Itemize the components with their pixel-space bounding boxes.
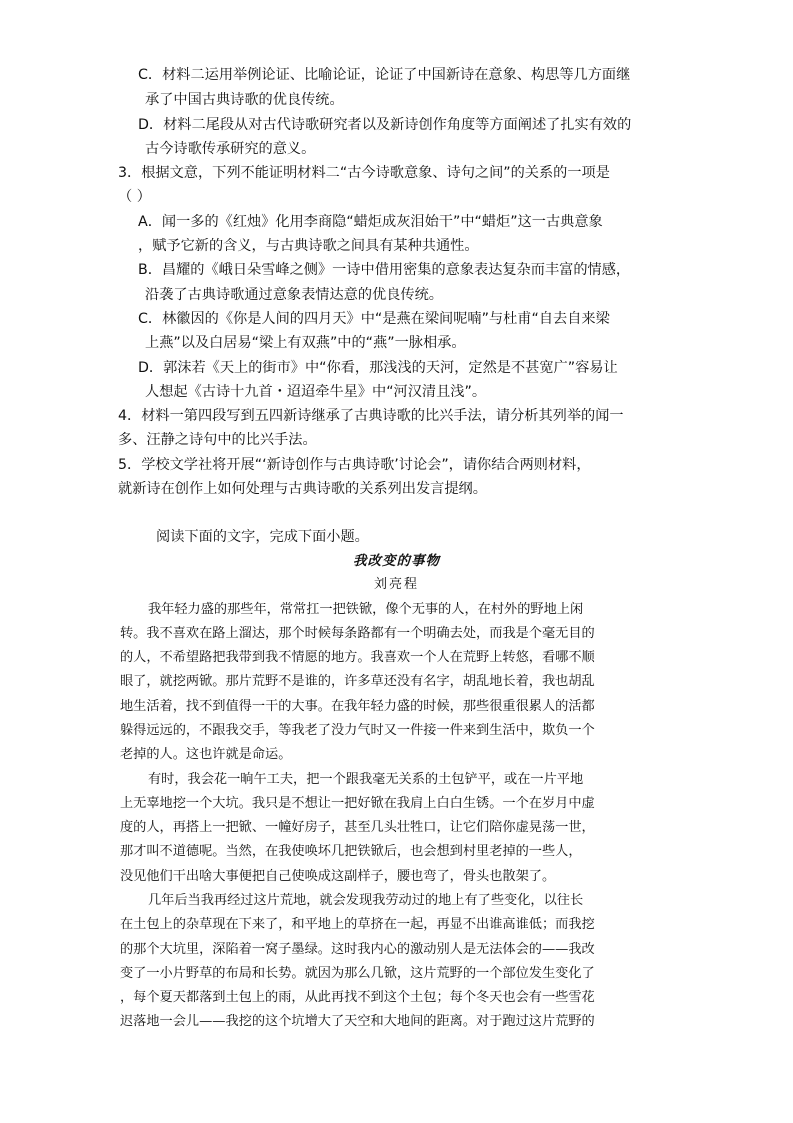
essay-line: 那才叫不道德呢。当然，在我使唤坏几把铁锨后，也会想到村里老掉的一些人， bbox=[120, 844, 582, 859]
option-c-line-1: C．材料二运用举例论证、比喻论证，论证了中国新诗在意象、构思等几方面继 bbox=[138, 67, 631, 83]
question-3-blank: （ ） bbox=[118, 189, 151, 205]
essay-line: 转。我不喜欢在路上溜达，那个时候每条路都有一个明确去处，而我是个毫无目的 bbox=[120, 626, 595, 641]
question-4-line-1: 4．材料一第四段写到五四新诗继承了古典诗歌的比兴手法，请分析其列举的闻一 bbox=[118, 408, 624, 424]
essay-line: 地生活着，找不到值得一干的大事。在我年轻力盛的时候，那些很重很累人的活都 bbox=[120, 699, 595, 714]
q3-option-d-line-2: 人想起《古诗十九首・迢迢牵牛星》中“河汉清且浅”。 bbox=[145, 384, 487, 400]
essay-line: 度的人，再搭上一把锨、一幢好房子，甚至几头壮牲口，让它们陪你虚晃荡一世， bbox=[120, 820, 595, 835]
essay-line: 在土包上的杂草现在下来了，和平地上的草挤在一起，再显不出谁高谁低；而我挖 bbox=[120, 917, 595, 932]
option-c-line-2: 承了中国古典诗歌的优良传统。 bbox=[145, 92, 344, 108]
question-5-line-1: 5．学校文学社将开展“‘新诗创作与古典诗歌’讨论会”，请你结合两则材料， bbox=[118, 457, 591, 473]
essay-line: 的那个大坑里，深陷着一窝子墨绿。这时我内心的激动别人是无法体会的——我改 bbox=[120, 942, 595, 957]
q3-option-d-line-1: D．郭沫若《天上的街市》中“你看，那浅浅的天河，定然是不甚宽广”容易让 bbox=[138, 360, 618, 376]
essay-line: 迟落地一会儿——我挖的这个坑增大了天空和大地间的距离。对于跑过这片荒野的 bbox=[120, 1014, 595, 1029]
essay-line: 眼了，就挖两锨。那片荒野不是谁的，许多草还没有名字，胡乱地长着，我也胡乱 bbox=[120, 674, 595, 689]
essay-title: 我改变的事物 bbox=[353, 553, 440, 569]
essay-line: 躲得远远的，不跟我交手，等我老了没力气时又一件接一件来到生活中，欺负一个 bbox=[120, 723, 595, 738]
option-d-line-1: D．材料二尾段从对古代诗歌研究者以及新诗创作角度等方面阐述了扎实有效的 bbox=[138, 117, 632, 133]
q3-option-a-line-2: ，赋予它新的含义，与古典诗歌之间具有某种共通性。 bbox=[138, 238, 479, 254]
option-d-line-2: 古今诗歌传承研究的意义。 bbox=[145, 141, 316, 157]
essay-line: 的人，不希望路把我带到我不情愿的地方。我喜欢一个人在荒野上转悠，看哪不顺 bbox=[120, 650, 595, 665]
essay-line: 变了一小片野草的布局和长势。就因为那么几锨，这片荒野的一个部位发生变化了 bbox=[120, 966, 595, 981]
reading-instruction: 阅读下面的文字，完成下面小题。 bbox=[156, 529, 369, 545]
question-5-line-2: 就新诗在创作上如何处理与古典诗歌的关系列出发言提纲。 bbox=[118, 481, 487, 497]
q3-option-c-line-1: C．林徽因的《你是人间的四月天》中“是燕在梁间呢喃”与杜甫“自去自来梁 bbox=[138, 311, 610, 327]
question-4-line-2: 多、汪静之诗句中的比兴手法。 bbox=[118, 432, 317, 448]
essay-author: 刘亮程 bbox=[373, 577, 419, 592]
essay-line: 我年轻力盛的那些年，常常扛一把铁锨，像个无事的人，在村外的野地上闲 bbox=[148, 602, 584, 617]
essay-line: 有时，我会花一晌午工夫，把一个跟我毫无关系的土包铲平，或在一片平地 bbox=[148, 772, 584, 787]
essay-line: 老掉的人。这也许就是命运。 bbox=[120, 747, 292, 762]
q3-option-b-line-1: B．昌耀的《峨日朵雪峰之侧》一诗中借用密集的意象表达复杂而丰富的情感， bbox=[138, 262, 631, 278]
essay-line: 几年后当我再经过这片荒地，就会发现我劳动过的地上有了些变化，以往长 bbox=[148, 893, 584, 908]
essay-line: 上无辜地挖一个大坑。我只是不想让一把好锨在我肩上白白生锈。一个在岁月中虚 bbox=[120, 796, 595, 811]
essay-line: 没见他们干出啥大事便把自己使唤成这副样子，腰也弯了，骨头也散架了。 bbox=[120, 869, 556, 884]
q3-option-c-line-2: 上燕”以及白居易“梁上有双燕”中的“燕”一脉相承。 bbox=[145, 335, 466, 351]
q3-option-b-line-2: 沿袭了古典诗歌通过意象表情达意的优良传统。 bbox=[145, 287, 443, 303]
question-3-line-1: 3．根据文意，下列不能证明材料二“古今诗歌意象、诗句之间”的关系的一项是 bbox=[118, 165, 610, 181]
essay-line: ，每个夏天都落到土包上的雨，从此再找不到这个土包；每个冬天也会有一些雪花 bbox=[120, 990, 595, 1005]
q3-option-a-line-1: A．闻一多的《红烛》化用李商隐“蜡炬成灰泪始干”中“蜡炬”这一古典意象 bbox=[138, 214, 603, 230]
